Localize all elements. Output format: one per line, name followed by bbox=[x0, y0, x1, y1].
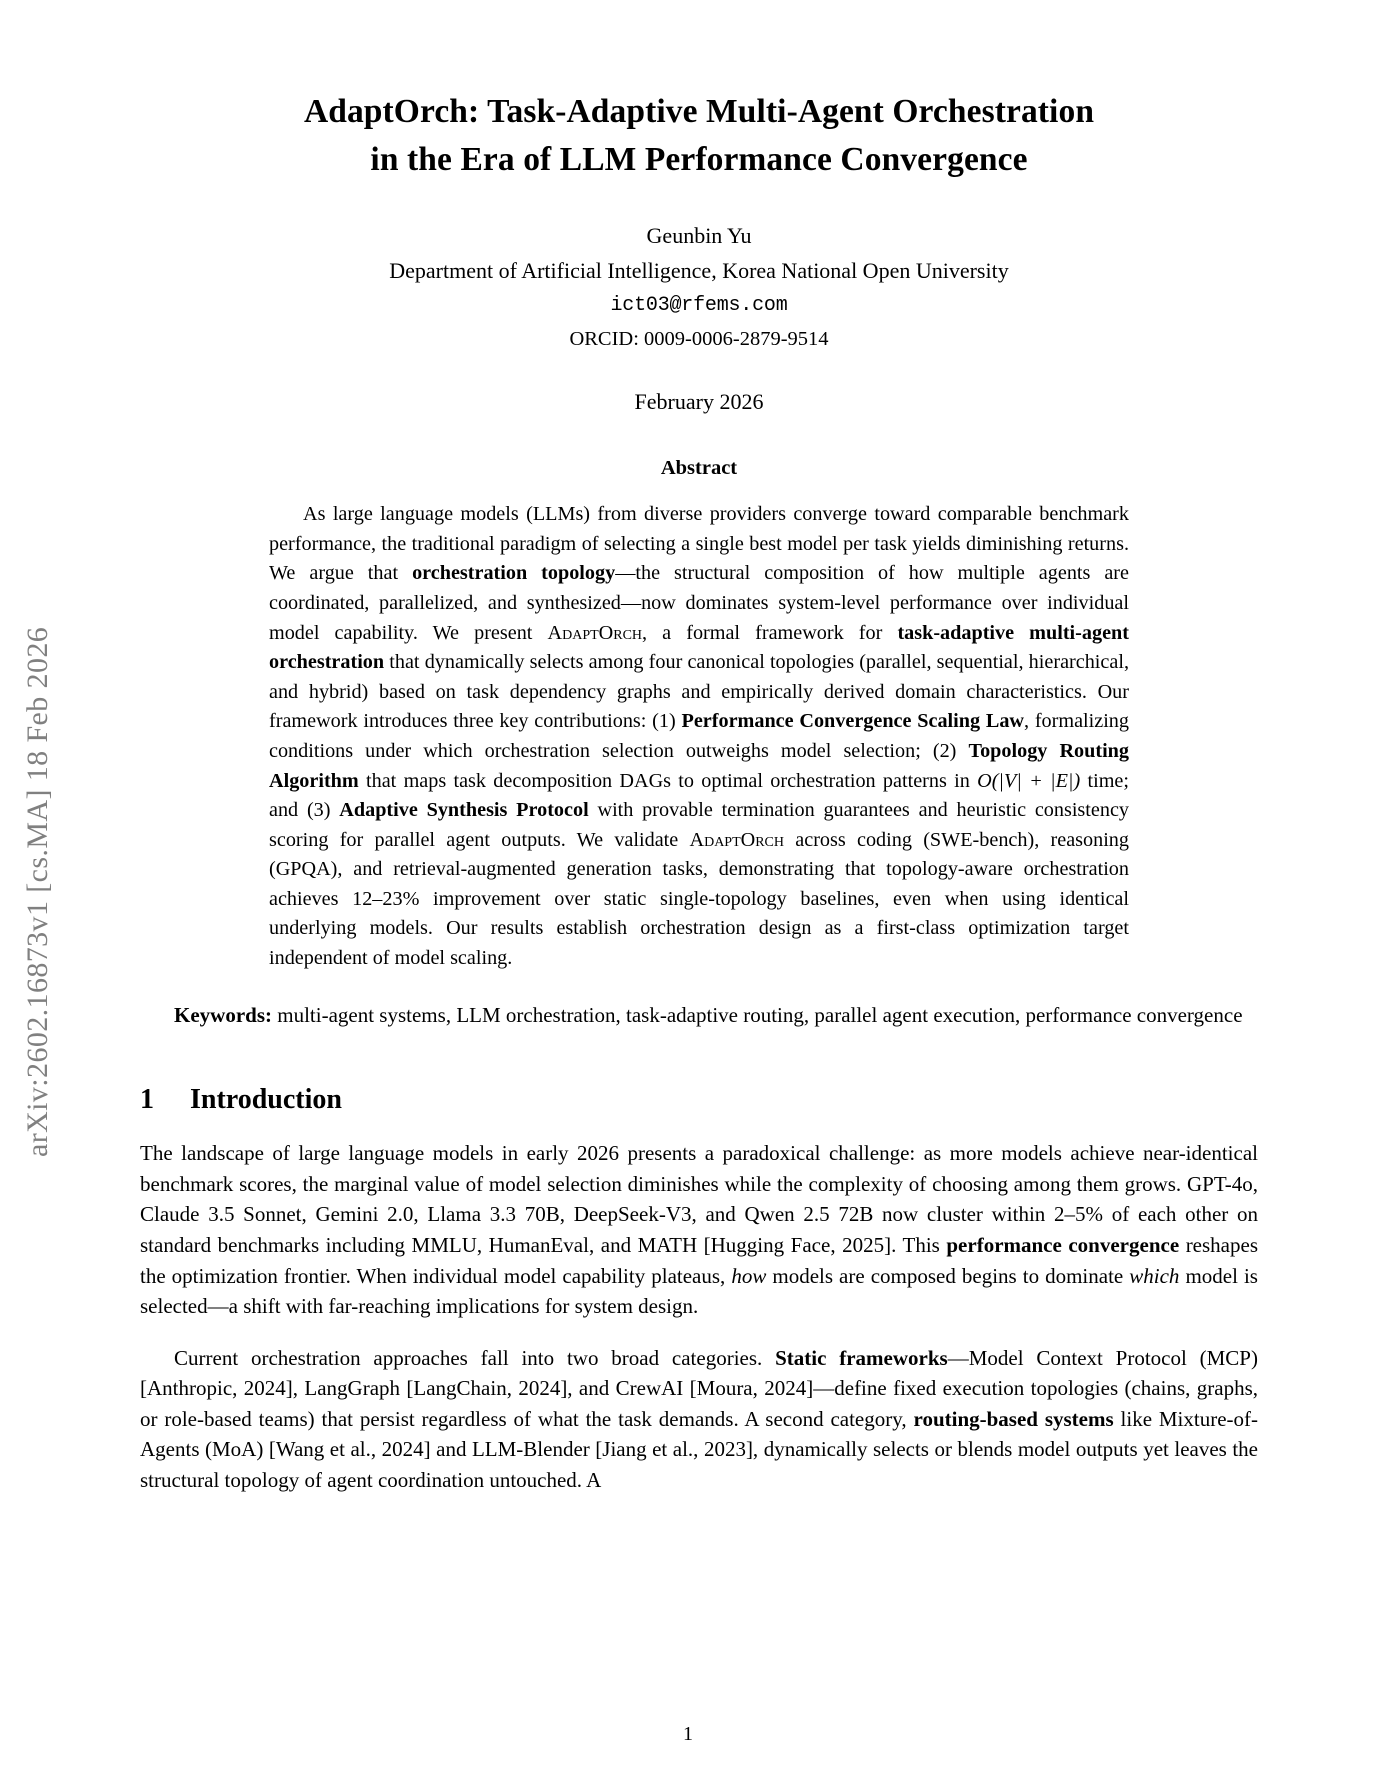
intro-p1-bold-performance-convergence: performance convergence bbox=[946, 1232, 1180, 1257]
intro-p2-text-3: like Mixture-of-Agents (MoA) [Wang et al., 2024] and LLM-Blender [Jiang et al., 2023], dynamically selects or blends model outputs yet leaves the structural topology of agent coordination untouched. A bbox=[140, 1406, 1259, 1492]
abstract-text-6: that maps task decomposition DAGs to optimal orchestration patterns in bbox=[358, 769, 978, 792]
paper-title bbox=[229, 88, 1169, 183]
introduction-paragraph-2 bbox=[140, 1343, 1258, 1496]
introduction-paragraph-1 bbox=[140, 1138, 1258, 1321]
keywords-line bbox=[140, 1000, 1258, 1031]
keywords-values: multi-agent systems, LLM orchestration, task-adaptive routing, parallel agent execution, performance convergence bbox=[272, 1002, 1243, 1027]
intro-p2-text-1: Current orchestration approaches fall into two broad categories. bbox=[174, 1345, 776, 1370]
author-block bbox=[140, 219, 1258, 355]
intro-p2-bold-static-frameworks: Static frameworks bbox=[775, 1345, 948, 1370]
abstract-bold-scaling-law: Performance Convergence Scaling Law bbox=[681, 710, 1024, 733]
abstract-bold-orchestration-topology: orchestration topology bbox=[412, 562, 616, 585]
page-number: 1 bbox=[683, 1723, 693, 1745]
abstract-section bbox=[269, 457, 1129, 974]
intro-p1-text-2: reshapes the optimization frontier. When individual model capability plateaus, bbox=[140, 1232, 1258, 1288]
abstract-text-3: , a formal framework for bbox=[642, 621, 898, 644]
abstract-text-5: , formalizing conditions under which orchestration selection outweighs model selection; (2) bbox=[269, 710, 1129, 762]
abstract-heading: Abstract bbox=[660, 456, 738, 479]
abstract-text-8: with provable termination guarantees and heuristic consistency scoring for parallel agent outputs. We validate bbox=[269, 799, 1130, 851]
paper-title-line-2: in the Era of LLM Performance Convergence bbox=[370, 140, 1028, 178]
keywords-label: Keywords: bbox=[174, 1002, 272, 1027]
intro-p1-text-1: The landscape of large language models in early 2026 presents a paradoxical challenge: as more models achieve near-identical benchmark scores, the marginal value of model selection diminishes while the complexity of choosing among them grows. GPT-4o, Claude 3.5 Sonnet, Gemini 2.0, Llama 3.3 70B, DeepSeek-V3, and Qwen 2.5 72B now cluster within 2–5% of each other on standard benchmarks including MMLU, HumanEval, and MATH [Hugging Face, 2025]. This bbox=[140, 1141, 1258, 1257]
abstract-smallcaps-adaptorch-2: AdaptOrch bbox=[689, 828, 785, 851]
abstract-text-2: —the structural composition of how multiple agents are coordinated, parallelized, and synthesized—now dominates system-level performance over individual model capability. We present bbox=[269, 562, 1129, 644]
author-affiliation: Department of Artificial Intelligence, Korea National Open University bbox=[389, 258, 1009, 284]
intro-p1-text-3: models are composed begins to dominate bbox=[766, 1263, 1130, 1288]
intro-p2-text-2: —Model Context Protocol (MCP) [Anthropic, 2024], LangGraph [LangChain, 2024], and CrewAI [Moura, 2024]—define fixed execution topologies (chains, graphs, or role-based teams) that persist regardless of what the task demands. A second category, bbox=[140, 1345, 1258, 1431]
abstract-text-1: As large language models (LLMs) from diverse providers converge toward comparable benchmark performance, the traditional paradigm of selecting a single best model per task yields diminishing returns. We argue that bbox=[269, 503, 1129, 585]
abstract-bold-topology-routing: Topology Routing Algorithm bbox=[269, 739, 1130, 792]
intro-p1-italic-which: which bbox=[1129, 1263, 1180, 1288]
abstract-text-4: that dynamically selects among four canonical topologies (parallel, sequential, hierarchical, and hybrid) based on task dependency graphs and empirically derived domain characteristics. Our framework introduces three key contributions: (1) bbox=[269, 651, 1129, 733]
author-email: ict03@rfems.com bbox=[610, 294, 788, 318]
author-name: Geunbin Yu bbox=[646, 223, 752, 249]
abstract-body bbox=[269, 500, 1129, 974]
arxiv-identifier-stamp: arXiv:2602.16873v1 [cs.MA] 18 Feb 2026 bbox=[21, 626, 54, 1157]
abstract-text-9: across coding (SWE-bench), reasoning (GPQA), and retrieval-augmented generation tasks, demonstrating that topology-aware orchestration achieves 12–23% improvement over static single-topology baselines, even when using identical underlying models. Our results establish orchestration design as a first-class optimization target independent of model scaling. bbox=[269, 828, 1129, 970]
paper-title-line-1: AdaptOrch: Task-Adaptive Multi-Agent Orchestration bbox=[303, 93, 1095, 130]
intro-p1-text-4: model is selected—a shift with far-reaching implications for system design. bbox=[140, 1263, 1258, 1319]
author-orcid: ORCID: 0009-0006-2879-9514 bbox=[569, 328, 829, 351]
section-number: 1 bbox=[140, 1084, 154, 1116]
abstract-bold-synthesis-protocol: Adaptive Synthesis Protocol bbox=[339, 799, 589, 822]
abstract-text-7: time; and (3) bbox=[269, 769, 1129, 822]
abstract-complexity-formula: O(|V| + |E|) bbox=[977, 769, 1081, 792]
intro-p2-bold-routing-based-systems: routing-based systems bbox=[913, 1406, 1114, 1431]
section-heading-introduction bbox=[140, 1084, 1258, 1116]
intro-p1-italic-how: how bbox=[731, 1263, 767, 1288]
abstract-smallcaps-adaptorch-1: AdaptOrch bbox=[547, 621, 643, 644]
section-title: Introduction bbox=[190, 1084, 342, 1116]
abstract-bold-task-adaptive: task-adaptive multi-agent orchestration bbox=[269, 621, 1129, 674]
publication-date: February 2026 bbox=[634, 388, 764, 414]
